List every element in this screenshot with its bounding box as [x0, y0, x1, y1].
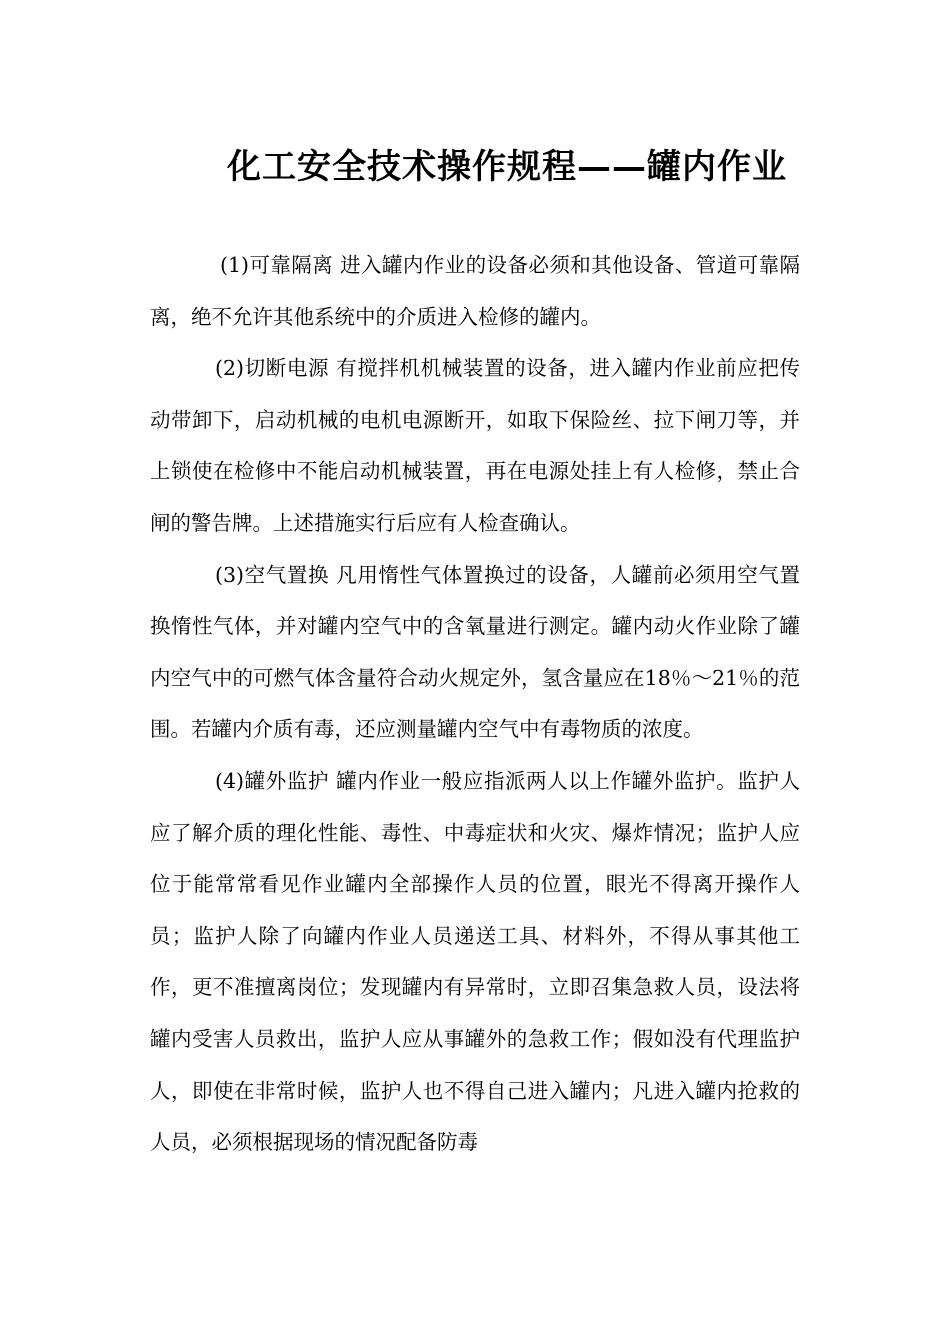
document-body: [150, 240, 800, 1169]
paragraph-isolation: (1)可靠隔离 进入罐内作业的设备必须和其他设备、管道可靠隔离，绝不允许其他系统中的介质进入检修的罐内。: [150, 253, 800, 329]
paragraph-external-monitoring: (4)罐外监护 罐内作业一般应指派两人以上作罐外监护。监护人应了解介质的理化性能、毒性、中毒症状和火灾、爆炸情况；监护人应位于能常常看见作业罐内全部操作人员的位置，眼光不得离开操作人员；监护人除了向罐内作业人员递送工具、材料外，不得从事其他工作，更不准擅离岗位；发现罐内有异常时，立即召集急救人员，设法将罐内受害人员救出，监护人应从事罐外的急救工作；假如没有代理监护人，即使在非常时候，监护人也不得自己进入罐内；凡进入罐内抢救的人员，必须根据现场的情况配备防毒: [150, 768, 800, 1155]
paragraph-power-cutoff: (2)切断电源 有搅拌机机械装置的设备，进入罐内作业前应把传动带卸下，启动机械的电机电源断开，如取下保险丝、拉下闸刀等，并上锁使在检修中不能启动机械装置，再在电源处挂上有人检修，禁止合闸的警告牌。上述措施实行后应有人检查确认。: [150, 356, 800, 535]
paragraph-air-replacement: (3)空气置换 凡用惰性气体置换过的设备，人罐前必须用空气置换惰性气体，并对罐内空气中的含氧量进行测定。罐内动火作业除了罐内空气中的可燃气体含量符合动火规定外，氢含量应在18％～21％的范围。若罐内介质有毒，还应测量罐内空气中有毒物质的浓度。: [150, 562, 800, 742]
page-title: 化工安全技术操作规程——罐内作业: [227, 146, 787, 187]
